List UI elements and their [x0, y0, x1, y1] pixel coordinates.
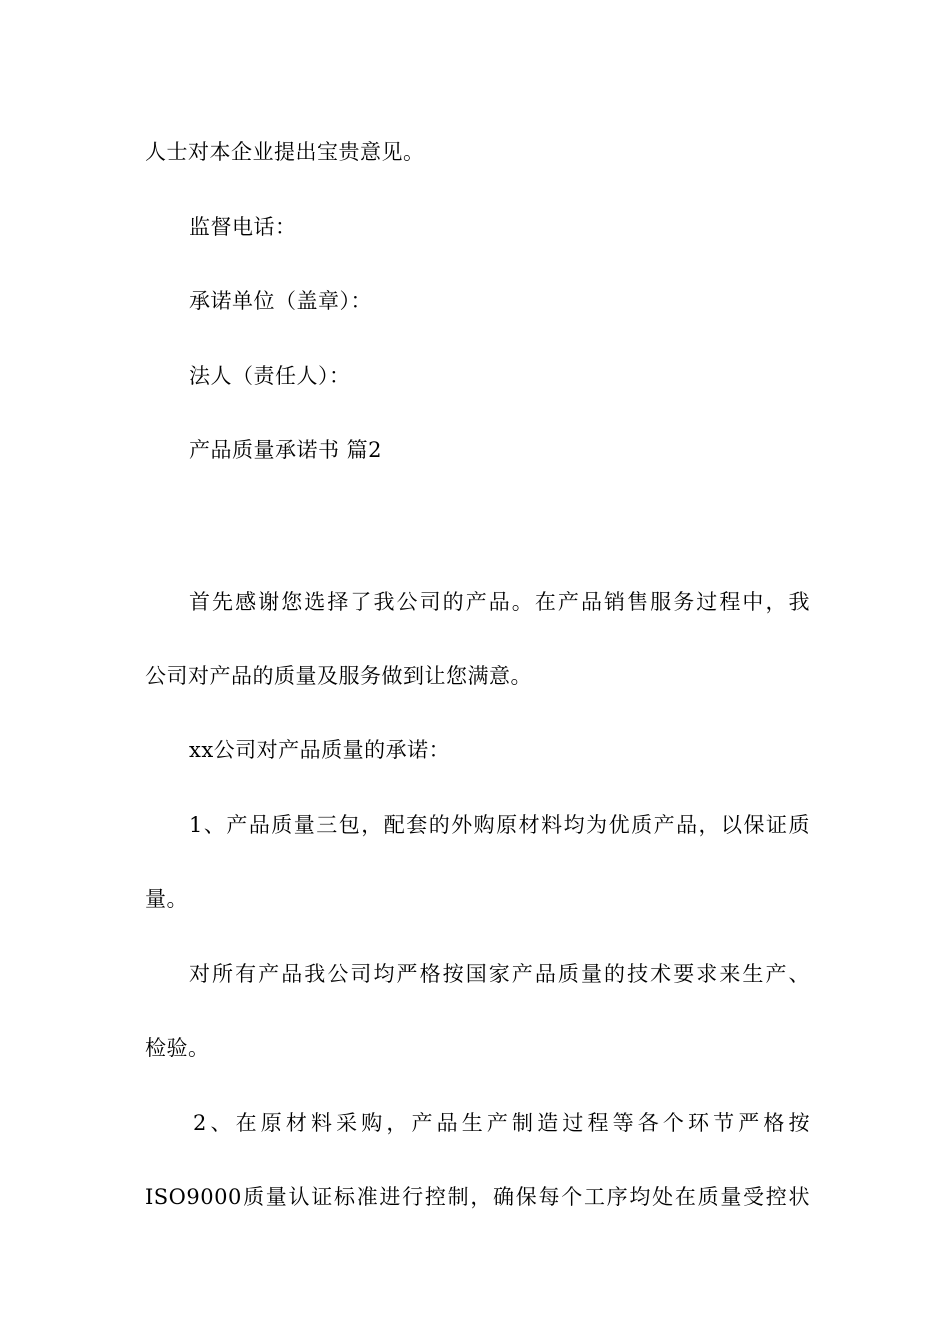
text-line: 公司对产品的质量及服务做到让您满意。: [145, 664, 532, 688]
text-line: 人士对本企业提出宝贵意见。: [145, 140, 425, 164]
text-line: 检验。: [145, 1036, 210, 1060]
text-line: 量。: [145, 887, 188, 911]
text-line: 对所有产品我公司均严格按国家产品质量的技术要求来生产、: [189, 962, 810, 986]
text-line: ISO9000质量认证标准进行控制，确保每个工序均处在质量受控状: [145, 1185, 810, 1209]
text-line: 首先感谢您选择了我公司的产品。在产品销售服务过程中，我: [189, 590, 810, 614]
section-heading: 产品质量承诺书 篇2: [189, 438, 383, 462]
text-line: xx公司对产品质量的承诺：: [189, 738, 451, 762]
committing-unit-label: 承诺单位（盖章）：: [189, 289, 372, 313]
text-line: 2、在原材料采购，产品生产制造过程等各个环节严格按: [193, 1111, 810, 1135]
legal-person-label: 法人（责任人）：: [189, 364, 351, 388]
supervision-phone-label: 监督电话：: [189, 215, 297, 239]
text-line: 1、产品质量三包，配套的外购原材料均为优质产品，以保证质: [189, 813, 810, 837]
